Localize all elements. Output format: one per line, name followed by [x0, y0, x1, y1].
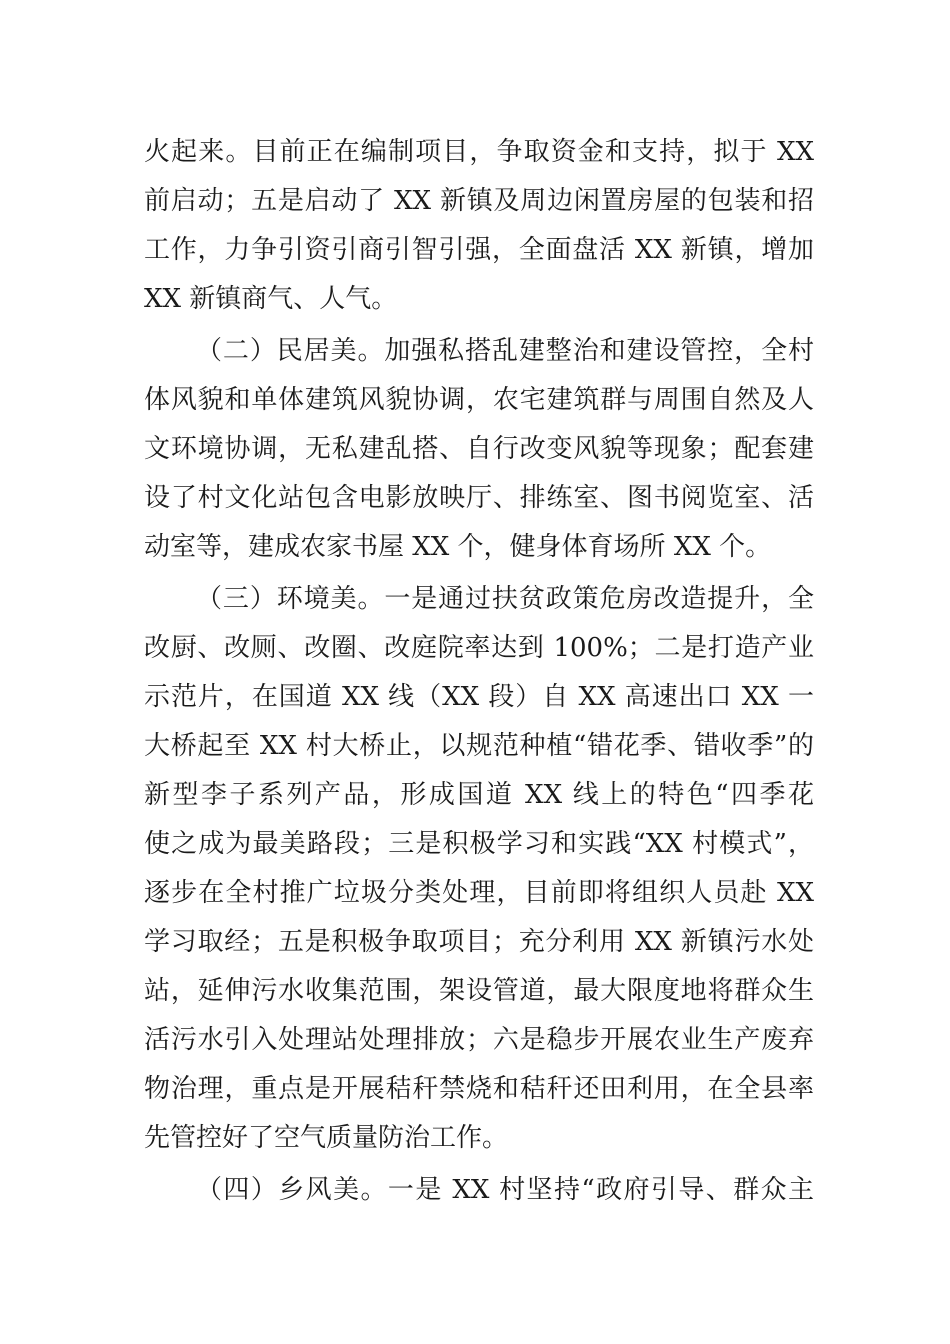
text-line: 示范片，在国道 XX 线（XX 段）自 XX 高速出口 XX 一: [144, 682, 814, 712]
text-line: 新型李子系列产品，形成国道 XX 线上的特色“四季花: [144, 780, 814, 810]
text-line: 物治理，重点是开展秸秆禁烧和秸秆还田利用，在全县率: [144, 1074, 814, 1104]
text-line: 前启动；五是启动了 XX 新镇及周边闲置房屋的包装和招: [144, 186, 814, 216]
text-line: 体风貌和单体建筑风貌协调，农宅建筑群与周围自然及人: [144, 385, 814, 415]
text-line: 逐步在全村推广垃圾分类处理，目前即将组织人员赴 XX: [144, 878, 814, 908]
text-line: 使之成为最美路段；三是积极学习和实践“XX 村模式”，: [144, 829, 814, 859]
text-line: 文环境协调，无私建乱搭、自行改变风貌等现象；配套建: [144, 434, 814, 464]
text-line: 动室等，建成农家书屋 XX 个，健身体育场所 XX 个。: [144, 532, 772, 562]
text-line: 活污水引入处理站处理排放；六是稳步开展农业生产废弃: [144, 1025, 814, 1055]
text-line: XX 新镇商气、人气。: [144, 284, 398, 314]
text-line: 设了村文化站包含电影放映厅、排练室、图书阅览室、活: [144, 483, 814, 513]
paragraph-heading-line: （三）环境美。一是通过扶贫政策危房改造提升，全: [196, 584, 814, 614]
text-line: 工作，力争引资引商引智引强，全面盘活 XX 新镇，增加: [144, 235, 814, 265]
text-line: 站，延伸污水收集范围，架设管道，最大限度地将群众生: [144, 976, 814, 1006]
text-line: 改厨、改厕、改圈、改庭院率达到 100%；二是打造产业: [144, 633, 814, 663]
paragraph-heading-line: （四）乡风美。一是 XX 村坚持“政府引导、群众主: [196, 1175, 814, 1205]
paragraph-heading-line: （二）民居美。加强私搭乱建整治和建设管控，全村: [196, 336, 814, 366]
text-line: 大桥起至 XX 村大桥止，以规范种植“错花季、错收季”的: [144, 731, 814, 761]
text-line: 学习取经；五是积极争取项目；充分利用 XX 新镇污水处: [144, 927, 814, 957]
text-line: 先管控好了空气质量防治工作。: [144, 1123, 509, 1153]
text-line: 火起来。目前正在编制项目，争取资金和支持，拟于 XX: [144, 137, 814, 167]
